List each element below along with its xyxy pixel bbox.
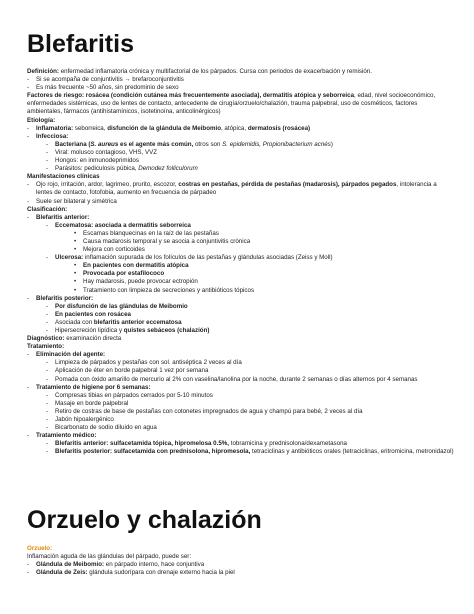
bullet-marker: -	[27, 132, 30, 140]
text-line	[27, 76, 454, 84]
text-line	[27, 157, 454, 165]
line-text: Por disfunción de las glándulas de Meibomio	[55, 302, 188, 310]
line-text: Tratamiento con limpieza de secreciones y antibióticos tópicos	[83, 286, 255, 294]
text-line	[27, 68, 454, 76]
text-line	[27, 311, 454, 319]
line-text: Jabón hipoalergénico	[55, 416, 114, 424]
bullet-marker: -	[46, 148, 49, 156]
text-line	[27, 238, 454, 246]
bullet-marker: -	[46, 254, 49, 262]
line-text: Escamas blanquecinas en la raíz de las pestañas	[83, 229, 219, 237]
orzuelo-section	[27, 545, 454, 577]
text-line	[27, 230, 454, 238]
bullet-marker: -	[46, 310, 49, 318]
line-text: Pomada con óxido amarillo de mercurio al 2% con vaselina/lanolina por la noche, durante 2 semanas o días alternos por 4 semanas	[55, 375, 418, 383]
text-line	[27, 141, 454, 149]
line-text: Es más frecuente ~50 años, sin predominio de sexo	[36, 84, 179, 92]
line-text: Bicarbonato de sodio diluido en agua	[55, 424, 157, 432]
bullet-marker: •	[74, 246, 77, 254]
bullet-marker: -	[46, 448, 49, 456]
text-line	[27, 424, 454, 432]
bullet-marker: -	[46, 157, 49, 165]
line-text: Bacteriana (S. aureus es el agente más común, otros son S. epidemidis, Propionibacterium acnés)	[55, 140, 333, 148]
text-line	[27, 295, 454, 303]
line-text: Inflamación aguda de las glándulas del párpado, puede ser:	[27, 553, 192, 561]
bullet-marker: •	[74, 278, 77, 286]
bullet-marker: -	[46, 424, 49, 432]
line-text: Causa madarosis temporal y se asocia a conjuntivitis crónica	[83, 237, 251, 245]
line-text: Retiro de costras de base de pestañas con cotonetes impregnados de agua y champú para bebé, 2 veces al día	[55, 407, 363, 415]
bullet-marker: -	[27, 383, 30, 391]
line-text: Orzuelo:	[27, 545, 53, 552]
bullet-marker: -	[46, 302, 49, 310]
line-text: Ulcerosa: inflamación supurada de los folículos de las pestañas y glándulas asociadas (Zeiss y Moll)	[55, 254, 333, 262]
bullet-marker: -	[27, 294, 30, 302]
text-line	[27, 376, 454, 384]
text-line	[27, 181, 454, 197]
text-line	[27, 561, 454, 569]
text-line	[27, 384, 454, 392]
text-line	[27, 343, 454, 351]
text-line	[27, 432, 454, 440]
bullet-marker: -	[46, 140, 49, 148]
line-text: Asociada con blefaritis anterior eccematosa	[55, 318, 182, 326]
bullet-marker: -	[27, 569, 30, 577]
text-line	[27, 400, 454, 408]
line-text: Clasificación:	[27, 205, 68, 213]
bullet-marker: -	[46, 399, 49, 407]
text-line	[27, 327, 454, 335]
text-line	[27, 553, 454, 561]
bullet-marker: -	[46, 367, 49, 375]
line-text: Suele ser bilateral y simétrica	[36, 197, 117, 205]
blefaritis-section	[27, 68, 454, 457]
line-text: Ojo rojo, irritación, ardor, lagrimeo, prurito, escozor, costras en pestañas, pérdida de pestañas (madarosis), párpados pegados, intolerancia a lentes de contacto, fotofobia, aumento en frecuencia de párpadeo	[36, 181, 437, 197]
line-text: Infecciosa:	[36, 132, 69, 140]
line-text: Masaje en borde palpebral	[55, 399, 129, 407]
line-text: Tratamiento:	[27, 343, 65, 351]
line-text: En pacientes con rosácea	[55, 310, 132, 318]
bullet-marker: •	[74, 286, 77, 294]
bullet-marker: -	[46, 165, 49, 173]
bullet-marker: •	[74, 270, 77, 278]
text-line	[27, 319, 454, 327]
text-line	[27, 367, 454, 375]
text-line	[27, 569, 454, 577]
line-text: Parásitos: pediculosis púbica, Demodez folliculorum	[55, 165, 198, 173]
line-text: Diagnóstico: examinación directa	[27, 335, 122, 343]
line-text: Tratamiento médico:	[36, 432, 97, 440]
line-text: Blefaritis anterior: sulfacetamida tópica, hipromelosa 0.5%, tobramicina y prednisolona/dexametasona	[55, 440, 347, 448]
line-text: Glándula de Meibomio: en párpado interno, hace conjuntiva	[36, 561, 205, 569]
bullet-marker: -	[46, 391, 49, 399]
text-line	[27, 198, 454, 206]
bullet-marker: -	[46, 375, 49, 383]
line-text: Blefaritis posterior: sulfacetamida con prednisolona, hipromesola, tetraciclinas y antibióticos orales (tetraciclinas, eritromicina, metronidazol)	[55, 448, 454, 456]
text-line	[27, 270, 454, 278]
bullet-marker: •	[74, 229, 77, 237]
line-text: Inflamatoria: seborreica, disfunción de la glándula de Meibomio, atópica, dermatosis (rosácea)	[36, 124, 311, 132]
bullet-marker: -	[27, 76, 30, 84]
text-line	[27, 214, 454, 222]
line-text: Blefaritis posterior:	[36, 294, 94, 302]
line-text: Glándula de Zeis: glándula sudorípara con drenaje externo hacia la piel	[36, 569, 235, 577]
text-line	[27, 392, 454, 400]
page-title-blefaritis: Blefaritis	[27, 30, 134, 58]
text-line	[27, 84, 454, 92]
text-line	[27, 335, 454, 343]
line-text: Limpieza de párpados y pestañas con sol. antiséptica 2 veces al día	[55, 359, 242, 367]
bullet-marker: -	[27, 432, 30, 440]
line-text: Factores de riesgo: rosácea (condición cutánea más frecuentemente asociada), dermatitis atópica y seborreica, edad, nivel socioeconómico, enfermedades sistémicas, uso de lentes de contacto, antecedente de cirugía/orzuelo/chalazión, trauma palpebral, uso de cosméticos, factores ambientales, fármacos (antihistamínicos, isotetinoína, anticolinérgicos)	[27, 92, 436, 116]
bullet-marker: -	[27, 213, 30, 221]
bullet-marker: -	[27, 84, 30, 92]
line-text: Tratamiento de higiene por 6 semanas:	[36, 383, 151, 391]
line-text: Compresas tibias en párpados cerrados por 5-10 minutos	[55, 391, 213, 399]
bullet-marker: -	[27, 351, 30, 359]
line-text: Viral: molusco contagioso, VHS, VVZ	[55, 148, 158, 156]
line-text: Eliminación del agente:	[36, 351, 106, 359]
bullet-marker: -	[46, 221, 49, 229]
bullet-marker: -	[46, 416, 49, 424]
bullet-marker: -	[46, 407, 49, 415]
line-text: En pacientes con dermatitis atópica	[83, 262, 189, 270]
line-text: Eccematosa: asociada a dermatitis seborreica	[55, 221, 191, 229]
bullet-marker: -	[46, 327, 49, 334]
text-line	[27, 359, 454, 367]
text-line	[27, 133, 454, 141]
bullet-marker: •	[74, 262, 77, 270]
bullet-marker: -	[46, 359, 49, 367]
text-line	[27, 222, 454, 230]
bullet-marker: •	[74, 237, 77, 245]
text-line	[27, 448, 454, 456]
text-line	[27, 165, 454, 173]
line-text: Hipersecreción lipídica y quistes sebáceos (chalazión)	[55, 327, 210, 334]
text-line	[27, 125, 454, 133]
text-line	[27, 173, 454, 181]
text-line	[27, 408, 454, 416]
text-line	[27, 351, 454, 359]
text-line	[27, 416, 454, 424]
text-line	[27, 254, 454, 262]
text-line	[27, 278, 454, 286]
bullet-marker: -	[27, 197, 30, 205]
text-line	[27, 262, 454, 270]
text-line	[27, 545, 454, 553]
text-line	[27, 303, 454, 311]
line-text: Blefaritis anterior:	[36, 213, 90, 221]
text-line	[27, 440, 454, 448]
text-line	[27, 149, 454, 157]
line-text: Provocada por estafilococo	[83, 270, 165, 278]
text-line	[27, 246, 454, 254]
line-text: Aplicación de éter en borde palpebral 1 vez por semana	[55, 367, 209, 375]
bullet-marker: -	[27, 181, 30, 189]
line-text: Hongos: en inmunodeprimidos	[55, 157, 139, 165]
line-text: Mejora con corticoides	[83, 246, 145, 254]
line-text: Manifestaciones clínicas	[27, 173, 100, 181]
line-text: Definición: enfermedad inflamatoria crónica y multifactorial de los párpados. Cursa con periodos de exacerbación y remisión.	[27, 68, 372, 75]
text-line	[27, 287, 454, 295]
page-title-orzuelo-chalazion: Orzuelo y chalazión	[27, 506, 262, 534]
line-text: Si se acompaña de conjuntivitis → brefaroconjuntivitis	[36, 76, 184, 84]
text-line	[27, 92, 454, 116]
line-text: Hay madarosis, puede provocar ectropión	[83, 278, 198, 286]
bullet-marker: -	[46, 440, 49, 448]
bullet-marker: -	[27, 124, 30, 132]
line-text: Etiología:	[27, 116, 56, 124]
bullet-marker: -	[27, 561, 30, 569]
bullet-marker: -	[46, 318, 49, 326]
text-line	[27, 206, 454, 214]
text-line	[27, 117, 454, 125]
